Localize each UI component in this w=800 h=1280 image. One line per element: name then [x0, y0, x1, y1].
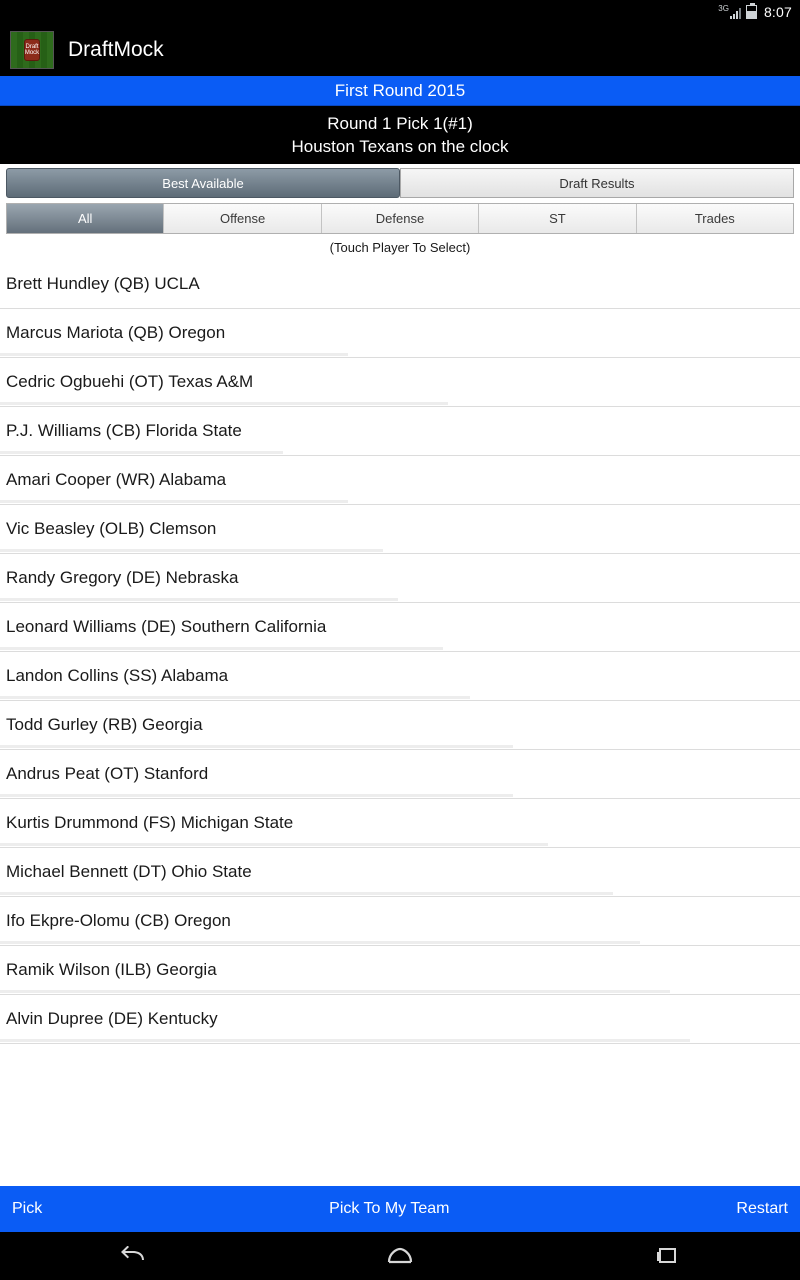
player-list-item[interactable] [0, 848, 800, 897]
row-divider [0, 549, 383, 552]
tab-best-available[interactable]: Best Available [6, 168, 400, 198]
player-name-label: Andrus Peat (OT) Stanford [6, 764, 209, 783]
status-icons [718, 5, 757, 19]
row-divider [0, 402, 448, 405]
player-list-item[interactable] [0, 358, 800, 407]
row-divider [0, 794, 513, 797]
player-list-item[interactable] [0, 407, 800, 456]
home-icon[interactable] [380, 1243, 420, 1269]
player-list-item[interactable] [0, 946, 800, 995]
pick-button[interactable]: Pick [12, 1200, 43, 1217]
round-title-bar: First Round 2015 [0, 76, 800, 106]
system-nav-bar [0, 1232, 800, 1280]
main-tab-bar [0, 164, 800, 200]
row-divider [0, 696, 470, 699]
player-name-label: Randy Gregory (DE) Nebraska [6, 568, 239, 587]
filter-tab-all[interactable]: All [7, 204, 164, 233]
player-name-label: Leonard Williams (DE) Southern California [6, 617, 327, 636]
player-name-label: P.J. Williams (CB) Florida State [6, 421, 242, 440]
row-divider [0, 598, 398, 601]
filter-tab-st[interactable]: ST [479, 204, 636, 233]
player-list-item[interactable] [0, 652, 800, 701]
pick-number-label: Round 1 Pick 1(#1) [327, 113, 473, 133]
player-name-label: Landon Collins (SS) Alabama [6, 666, 229, 685]
player-name-label: Ifo Ekpre-Olomu (CB) Oregon [6, 911, 231, 930]
player-name-label: Todd Gurley (RB) Georgia [6, 715, 203, 734]
status-clock: 8:07 [763, 4, 792, 20]
filter-tab-offense[interactable]: Offense [164, 204, 321, 233]
restart-button[interactable]: Restart [736, 1200, 788, 1217]
app-logo-icon [10, 31, 54, 69]
tab-draft-results[interactable]: Draft Results [400, 168, 794, 198]
player-list-item[interactable] [0, 554, 800, 603]
app-bar [0, 24, 800, 76]
signal-icon [718, 5, 741, 19]
filter-tab-defense[interactable]: Defense [322, 204, 479, 233]
row-divider [0, 1039, 690, 1042]
player-list-item[interactable] [0, 309, 800, 358]
player-name-label: Alvin Dupree (DE) Kentucky [6, 1009, 218, 1028]
player-name-label: Marcus Mariota (QB) Oregon [6, 323, 226, 342]
battery-icon [746, 5, 757, 19]
player-list-item[interactable] [0, 750, 800, 799]
player-list-item[interactable] [0, 701, 800, 750]
player-name-label: Ramik Wilson (ILB) Georgia [6, 960, 217, 979]
row-divider [0, 843, 548, 846]
player-name-label: Brett Hundley (QB) UCLA [6, 274, 200, 293]
player-list-item[interactable] [0, 897, 800, 946]
player-name-label: Amari Cooper (WR) Alabama [6, 470, 227, 489]
pick-info-panel [0, 106, 800, 164]
best-available-list[interactable] [0, 260, 800, 1186]
recents-icon[interactable] [647, 1243, 687, 1269]
pick-to-my-team-button[interactable]: Pick To My Team [329, 1200, 450, 1217]
row-divider [0, 941, 640, 944]
row-divider [0, 990, 670, 993]
filter-tab-trades[interactable]: Trades [637, 204, 793, 233]
row-divider [0, 892, 613, 895]
row-divider [0, 647, 443, 650]
status-bar [0, 0, 800, 24]
player-name-label: Vic Beasley (OLB) Clemson [6, 519, 217, 538]
row-divider [0, 500, 348, 503]
player-name-label: Kurtis Drummond (FS) Michigan State [6, 813, 294, 832]
row-divider [0, 353, 348, 356]
bottom-action-bar [0, 1186, 800, 1232]
back-icon[interactable] [113, 1243, 153, 1269]
player-name-label: Michael Bennett (DT) Ohio State [6, 862, 252, 881]
player-list-item[interactable] [0, 799, 800, 848]
position-filter-bar [6, 203, 794, 234]
player-list-item[interactable] [0, 456, 800, 505]
row-divider [0, 745, 513, 748]
player-list-item[interactable] [0, 260, 800, 309]
on-the-clock-label: Houston Texans on the clock [291, 136, 509, 156]
app-logo-label: Draft Mock [24, 39, 40, 61]
row-divider [0, 451, 283, 454]
player-name-label: Cedric Ogbuehi (OT) Texas A&M [6, 372, 254, 391]
network-type-label: 3G [718, 4, 729, 13]
touch-hint-label: (Touch Player To Select) [329, 239, 471, 255]
player-list-item[interactable] [0, 505, 800, 554]
player-list-item[interactable] [0, 603, 800, 652]
player-list-item[interactable] [0, 995, 800, 1044]
app-title: DraftMock [68, 38, 164, 61]
